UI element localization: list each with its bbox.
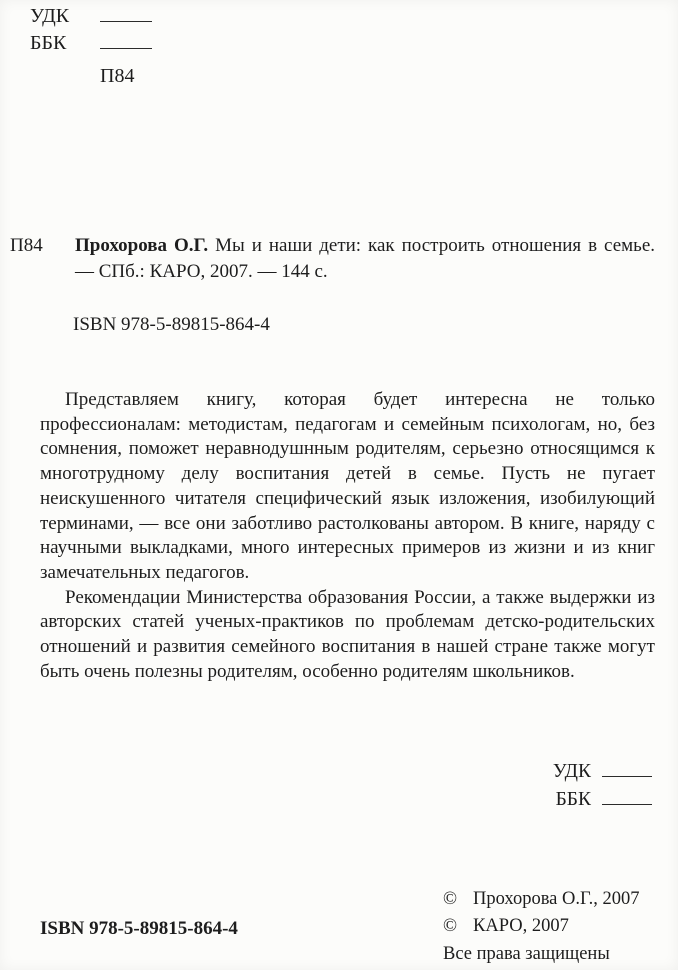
bbk-label: ББК <box>30 32 67 54</box>
copyright-line-publisher <box>443 913 640 940</box>
bbk-blank-line <box>100 32 152 49</box>
copyright-block <box>443 886 640 968</box>
citation-title: Мы и наши дети: как построить отношения в семье. — СПб.: КАРО, 2007. — 144 с. <box>75 235 655 282</box>
top-classification-block <box>30 5 152 88</box>
citation-author: Прохорова О.Г. <box>75 235 209 256</box>
annotation-paragraph: Рекомендации Министерства образования России, а также выдержки из авторских статей ученых-практиков по проблемам детско-родительских отношений и развития семейного воспитания в нашей стране также могут быть очень полезны родителям, особенно родителям школьников. <box>40 586 655 682</box>
bbk-label-bottom: ББК <box>555 789 591 810</box>
rights-reserved-note: Все права защищены <box>443 943 610 964</box>
copyright-symbol: © <box>443 889 458 909</box>
author-sign-code: П84 <box>100 65 135 87</box>
isbn-footer: ISBN 978-5-89815-864-4 <box>40 918 238 939</box>
annotation-block <box>40 388 655 684</box>
udk-label: УДК <box>30 5 70 27</box>
annotation-paragraph: Представляем книгу, которая будет интересна не только профессионалам: методистам, педагогам и семейным психологам, но, без сомнения, поможет неравнодушнным родителям, серьезно относящимся к многотрудному делу воспитания детей в семье. Пусть не пугает неискушенного читателя специфический язык изложения, изобилующий терминами, — все они заботливо растолкованы автором. В книге, наряду с научными выкладками, много интересных примеров из жизни и из книг замечательных педагогов. <box>40 389 655 583</box>
udk-row <box>30 5 152 32</box>
copyright-symbol: © <box>443 916 458 937</box>
copyright-text-publisher: КАРО, 2007 <box>473 916 569 937</box>
bbk-row-bottom <box>553 788 652 816</box>
udk-blank-line <box>100 5 152 22</box>
citation-author-code: П84 <box>10 235 43 256</box>
copyright-text-author: Прохорова О.Г., 2007 <box>473 889 640 909</box>
bbk-row <box>30 32 152 59</box>
copyright-line-author <box>443 886 640 913</box>
udk-row-bottom <box>553 760 652 788</box>
bibliographic-record <box>10 233 655 284</box>
udk-label-bottom: УДК <box>552 761 591 782</box>
isbn-main: ISBN 978-5-89815-864-4 <box>73 314 270 335</box>
bottom-classification-block <box>553 760 652 816</box>
bbk-blank-line-bottom <box>602 788 652 805</box>
citation-text <box>75 233 655 284</box>
udk-blank-line-bottom <box>602 760 652 777</box>
